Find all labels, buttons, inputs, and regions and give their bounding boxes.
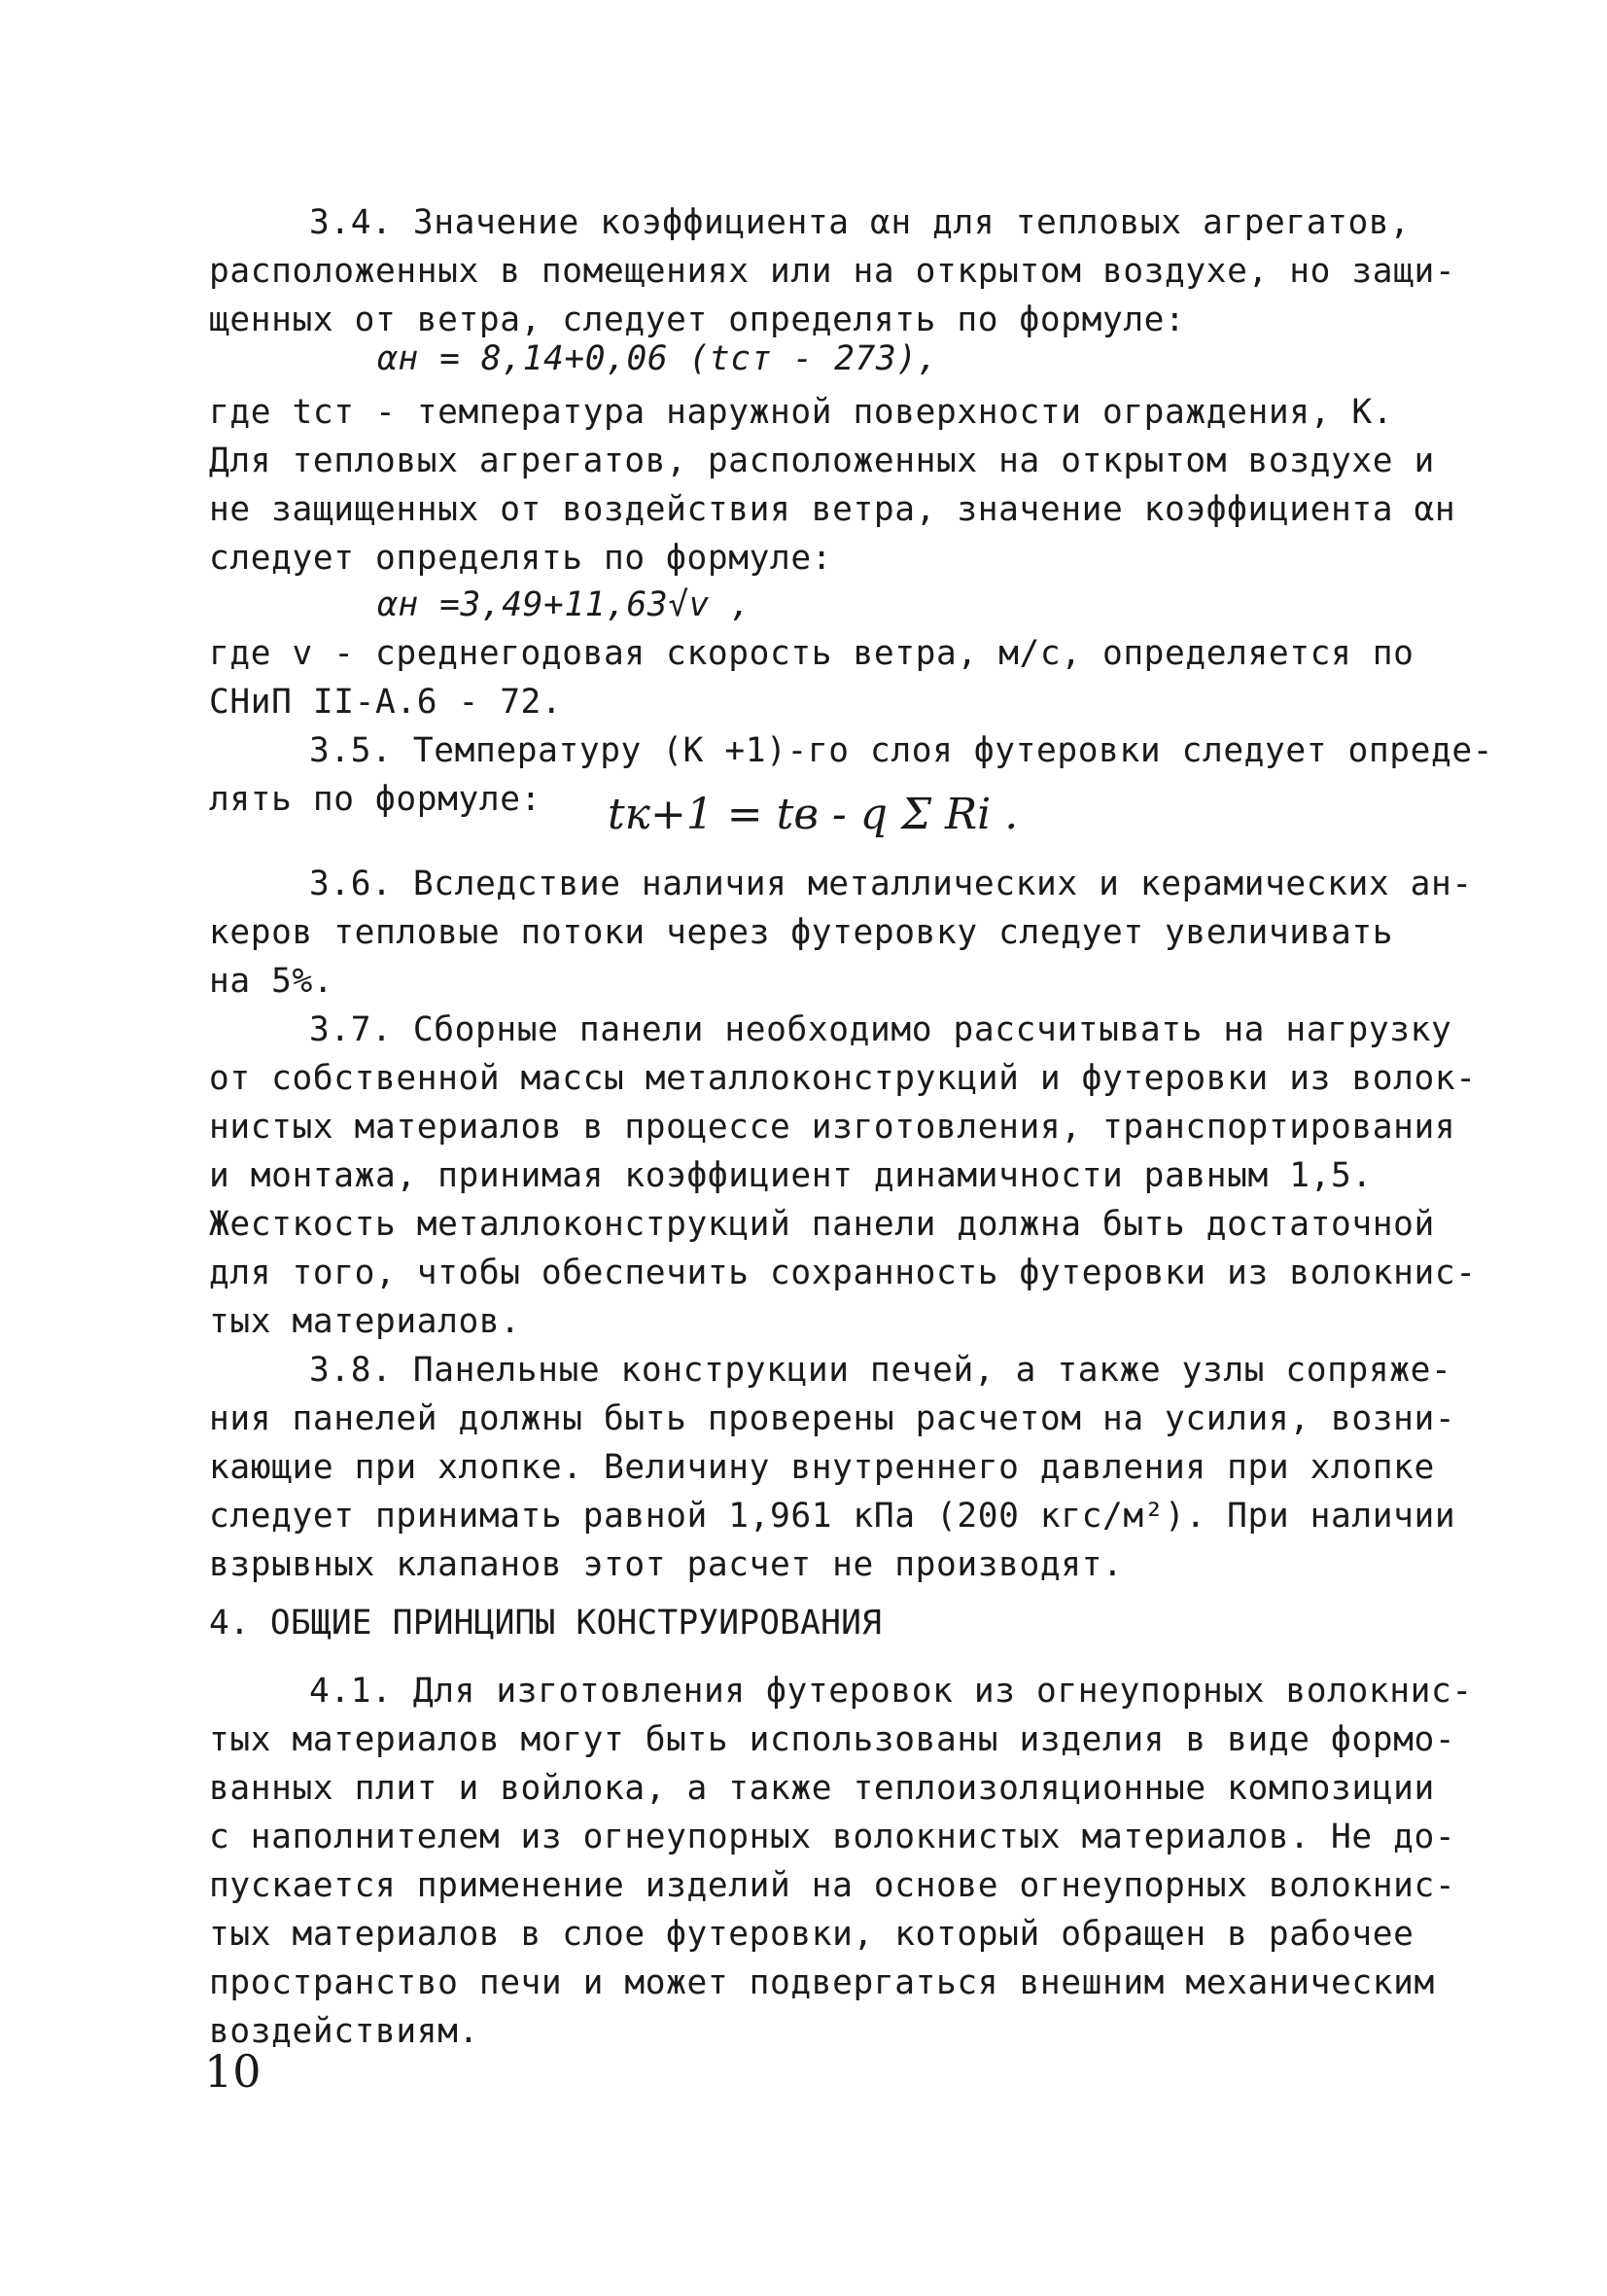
text-line: нистых материалов в процессе изготовления, транспортирования [209, 1108, 1456, 1147]
text-line: от собственной массы металлоконструкций и футеровки из волок- [209, 1059, 1477, 1098]
text-line: 3.7. Сборные панели необходимо рассчитывать на нагрузку [309, 1010, 1452, 1049]
text-line: 3.5. Температуру (K +1)-го слоя футеровки следует опреде- [309, 731, 1494, 770]
text-line: воздействиям. [209, 2012, 479, 2051]
text-line: ния панелей должны быть проверены расчетом на усилия, возни- [209, 1399, 1456, 1438]
text-line: Для тепловых агрегатов, расположенных на открытом воздухе и [209, 442, 1435, 480]
text-line: ванных плит и войлока, а также теплоизоляционные композиции [209, 1769, 1435, 1808]
text-line: пространство печи и может подвергаться внешним механическим [209, 1963, 1435, 2002]
text-line: пускается применение изделий на основе огнеупорных волокнис- [209, 1866, 1456, 1905]
text-line: следует определять по формуле: [209, 539, 833, 578]
text-line: на 5%. [209, 962, 334, 1001]
text-line: Жесткость металлоконструкций панели должна быть достаточной [209, 1205, 1435, 1244]
text-line: с наполнителем из огнеупорных волокнистых материалов. Не до- [209, 1818, 1456, 1856]
text-line: где tст - температура наружной поверхности ограждения, К. [209, 393, 1394, 432]
text-line: тых материалов могут быть использованы изделия в виде формо- [209, 1720, 1456, 1759]
section-heading: 4. ОБЩИЕ ПРИНЦИПЫ КОНСТРУИРОВАНИЯ [209, 1604, 883, 1643]
text-line: тых материалов в слое футеровки, который обращен в рабочее [209, 1915, 1415, 1954]
text-line: 3.8. Панельные конструкции печей, а также узлы сопряже- [309, 1351, 1452, 1390]
formula-3-5: tк+1 = tв - q Σ Ri . [608, 790, 1019, 839]
text-line: где v - среднегодовая скорость ветра, м/с, определяется по [209, 634, 1415, 673]
text-line: для того, чтобы обеспечить сохранность футеровки из волокнис- [209, 1254, 1477, 1292]
text-line: щенных от ветра, следует определять по формуле: [209, 300, 1186, 339]
formula-line: αн = 8,14+0,06 (tст - 273), [377, 339, 939, 378]
text-line: СНиП II-А.6 - 72. [209, 683, 563, 722]
text-line: 3.4. Значение коэффициента αн для тепловых агрегатов, [309, 203, 1411, 242]
text-line: взрывных клапанов этот расчет не производят. [209, 1545, 1124, 1584]
text-line: лять по формуле: [209, 780, 541, 819]
text-line: 3.6. Вследствие наличия металлических и керамических ан- [309, 865, 1473, 903]
text-line: не защищенных от воздействия ветра, значение коэффициента αн [209, 490, 1456, 529]
text-line: керов тепловые потоки через футеровку следует увеличивать [209, 913, 1394, 952]
page-number: 10 [204, 2045, 262, 2098]
text-line: следует принимать равной 1,961 кПа (200 кгс/м²). При наличии [209, 1497, 1456, 1536]
formula-line: αн =3,49+11,63√v , [377, 585, 751, 624]
text-line: кающие при хлопке. Величину внутреннего давления при хлопке [209, 1448, 1435, 1487]
text-line: 4.1. Для изготовления футеровок из огнеупорных волокнис- [309, 1672, 1473, 1711]
text-line: и монтажа, принимая коэффициент динамичности равным 1,5. [209, 1156, 1373, 1195]
text-line: тых материалов. [209, 1302, 521, 1341]
text-line: расположенных в помещениях или на открытом воздухе, но защи- [209, 252, 1456, 291]
